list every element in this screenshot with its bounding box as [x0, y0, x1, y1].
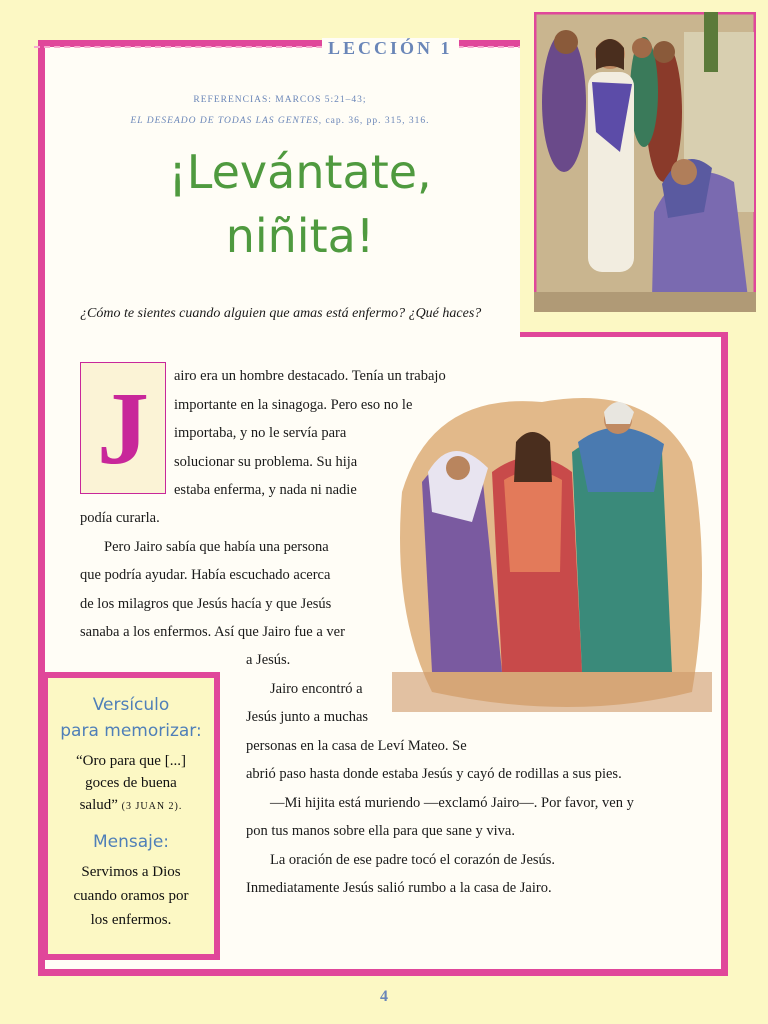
story-line: La oración de ese padre tocó el corazón de Jesús. [270, 851, 556, 868]
story-line: —Mi hijita está muriendo —exclamó Jairo—. Por favor, ven y [270, 794, 634, 811]
story-line: Pero Jairo sabía que había una persona [104, 538, 329, 555]
story-line: Inmediatamente Jesús salió rumbo a la casa de Jairo. [246, 880, 552, 896]
jesus-crowd-image [534, 12, 756, 312]
page-number: 4 [380, 988, 388, 1005]
story-line: a Jesús. [246, 652, 291, 668]
story-line: abrió paso hasta donde estaba Jesús y cayó de rodillas a sus pies. [246, 766, 622, 782]
references-pages: , cap. 36, pp. 315, 316. [318, 116, 430, 126]
story-line: podía curarla. [80, 510, 160, 526]
story-line: importante en la sinagoga. Pero eso no le [174, 396, 413, 413]
intro-question: ¿Cómo te sientes cuando alguien que amas está enfermo? ¿Qué haces? [80, 306, 482, 321]
story-line: importaba, y no le servía para [174, 425, 347, 441]
story-line: Jairo encontró a [270, 680, 363, 697]
message-line: cuando oramos por [73, 888, 189, 904]
message-line: Servimos a Dios [81, 864, 181, 880]
references-line1: REFERENCIAS: MARCOS 5:21–43; [193, 95, 367, 105]
references-line2 [60, 111, 500, 132]
story-line: sanaba a los enfermos. Así que Jairo fue a ver [80, 624, 345, 640]
drop-cap: J [80, 362, 166, 494]
story-line: que podría ayudar. Había escuchado acerca [80, 567, 331, 583]
book-title: EL DESEADO DE TODAS LAS GENTES [130, 116, 319, 126]
story-line: airo era un hombre destacado. Tenía un trabajo [174, 368, 446, 384]
title-line1: ¡Levántate, [168, 145, 432, 199]
story-line: de los milagros que Jesús hacía y que Jesús [80, 595, 332, 612]
message-text [48, 860, 214, 932]
story-line: solucionar su problema. Su hija [174, 453, 358, 470]
story-block-2 [80, 504, 345, 647]
message-line: los enfermos. [90, 912, 172, 928]
verse-heading-line1: Versículo [92, 695, 170, 715]
verse-line3: salud” [79, 797, 118, 813]
references [60, 90, 500, 132]
verse-line: goces de buena [85, 775, 177, 791]
story-line: personas en la casa de Leví Mateo. Se [246, 737, 467, 754]
page-title [60, 140, 540, 268]
mourning-women-illustration [392, 372, 712, 727]
verse-reference: (3 JUAN 2). [121, 801, 183, 812]
story-line: estaba enferma, y nada ni nadie [174, 482, 357, 498]
verse-line: “Oro para que [...] [76, 753, 186, 769]
title-line2: niñita! [225, 209, 375, 263]
verse-heading-line2: para memorizar: [60, 721, 202, 741]
story-line: pon tus manos sobre ella para que sane y viva. [246, 823, 515, 839]
mourning-women-image [392, 372, 712, 722]
verse-heading [48, 692, 214, 744]
verse-line [48, 794, 214, 818]
verse-text [48, 750, 214, 818]
lesson-label: LECCIÓN 1 [322, 38, 459, 59]
memory-verse-box [42, 672, 220, 960]
story-line: Jesús junto a muchas [246, 709, 369, 725]
jesus-crowd-illustration [520, 0, 768, 332]
message-heading: Mensaje: [92, 832, 170, 852]
